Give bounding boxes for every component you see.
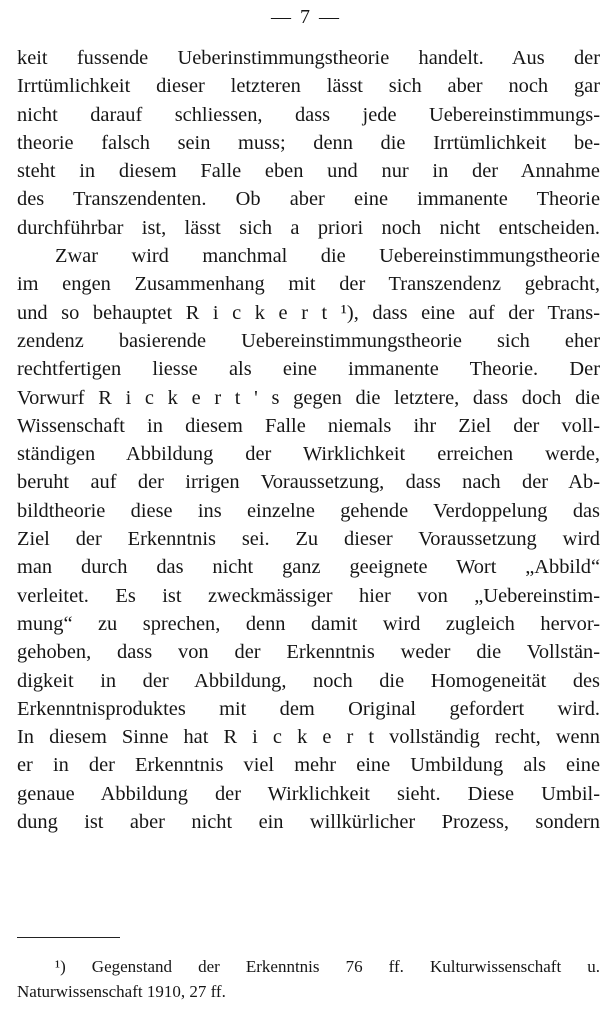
text-line: keit fussende Ueberinstimmungstheorie handelt. Aus der [17,47,600,69]
text-line: genaue Abbildung der Wirklichkeit sieht. Diese Umbil- [17,782,600,805]
text-line: rechtfertigen liesse als eine immanente Theorie. Der [17,358,600,381]
text-line: Ziel der Erkenntnis sei. Zu dieser Voraussetzung wird [17,528,600,551]
text-line: bildtheorie diese ins einzelne gehende Verdoppelung das [17,499,600,522]
body-text [17,44,600,836]
text-line: In diesem Sinne hat R i c k e r t vollständig recht, wenn [17,726,600,749]
text-line: beruht auf der irrigen Voraussetzung, dass nach der Ab- [17,471,600,494]
text-line: dung ist aber nicht ein willkürlicher Prozess, sondern [17,811,600,834]
footnote [17,954,600,1004]
text-line: verleitet. Es ist zweckmässiger hier von „Uebereinstim- [17,584,600,607]
text-line: Erkenntnisproduktes mit dem Original gefordert wird. [17,697,600,720]
text-line: im engen Zusammenhang mit der Transzendenz gebracht, [17,273,600,296]
text-line: nicht darauf schliessen, dass jede Uebereinstimmungs- [17,103,600,126]
text-line: ständigen Abbildung der Wirklichkeit erreichen werde, [17,443,600,466]
text-line: mung“ zu sprechen, denn damit wird zugleich hervor- [17,612,600,635]
footnote-line: ¹) Gegenstand der Erkenntnis 76 ff. Kulturwissenschaft u. [55,957,600,976]
text-line: er in der Erkenntnis viel mehr eine Umbildung als eine [17,754,600,777]
text-line: zendenz basierende Uebereinstimmungstheorie sich eher [17,329,600,352]
text-line: digkeit in der Abbildung, noch die Homogeneität des [17,669,600,692]
text-line: Zwar wird manchmal die Uebereinstimmungstheorie [55,245,600,268]
text-line: gehoben, dass von der Erkenntnis weder die Vollstän- [17,641,600,664]
text-line: und so behauptet R i c k e r t ¹), dass eine auf der Trans- [17,301,600,324]
text-line: des Transzendenten. Ob aber eine immanente Theorie [17,188,600,211]
text-line: steht in diesem Falle eben und nur in der Annahme [17,160,600,183]
text-line: durchführbar ist, lässt sich a priori noch nicht entscheiden. [17,216,600,239]
text-line: man durch das nicht ganz geeignete Wort „Abbild“ [17,556,600,579]
page-number: — 7 — [271,6,341,28]
text-line: Vorwurf R i c k e r t ' s gegen die letztere, dass doch die [17,386,600,409]
text-line: Wissenschaft in diesem Falle niemals ihr Ziel der voll- [17,414,600,437]
text-line: theorie falsch sein muss; denn die Irrtümlichkeit be- [17,131,600,154]
text-line: Irrtümlichkeit dieser letzteren lässt sich aber noch gar [17,75,600,98]
footnote-divider [17,937,120,938]
footnote-line: Naturwissenschaft 1910, 27 ff. [17,982,226,1001]
